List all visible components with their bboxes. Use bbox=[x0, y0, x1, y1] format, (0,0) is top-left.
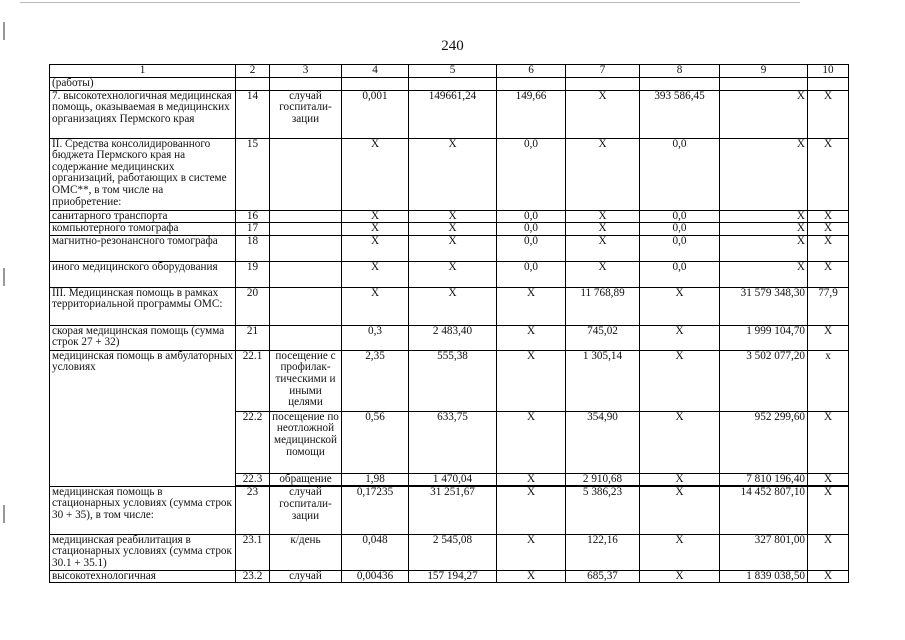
table-cell: II. Средства консолидированного бюджета Пермского края на содержание медицинских организаций, работающих в системе ОМС**, в том числе на приобретение: bbox=[50, 138, 236, 210]
table-cell: X bbox=[720, 210, 808, 223]
table-cell: 555,38 bbox=[409, 350, 497, 411]
table-cell: 31 251,67 bbox=[409, 486, 497, 534]
table-cell: 11 768,89 bbox=[566, 287, 640, 325]
table-cell: X bbox=[808, 210, 849, 223]
table-cell: 7. высокотехнологичная медицинская помощь, оказываемая в медицинских организациях Пермского края bbox=[50, 90, 236, 138]
table-cell bbox=[270, 223, 342, 236]
table-row bbox=[50, 210, 849, 223]
table-cell: 1,98 bbox=[342, 473, 409, 486]
scan-mark bbox=[3, 268, 5, 286]
scan-mark bbox=[3, 505, 5, 523]
table-cell: 393 586,45 bbox=[640, 90, 720, 138]
table-row bbox=[50, 223, 849, 236]
table-cell: X bbox=[808, 570, 849, 583]
table-cell: III. Медицинская помощь в рамках территориальной программы ОМС: bbox=[50, 287, 236, 325]
page-number: 240 bbox=[441, 38, 464, 54]
table-cell: 2,35 bbox=[342, 350, 409, 411]
table-cell: X bbox=[808, 411, 849, 473]
table-cell: X bbox=[409, 261, 497, 287]
table-cell: 22.2 bbox=[236, 411, 270, 473]
table-cell: иного медицинского оборудования bbox=[50, 261, 236, 287]
table-cell: X bbox=[640, 350, 720, 411]
table-cell: высокотехнологичная bbox=[50, 570, 236, 583]
table-cell: X bbox=[409, 223, 497, 236]
table-cell: 17 bbox=[236, 223, 270, 236]
column-header: 3 bbox=[270, 65, 342, 78]
table-cell: санитарного транспорта bbox=[50, 210, 236, 223]
table-row bbox=[50, 325, 849, 350]
table-cell: 20 bbox=[236, 287, 270, 325]
budget-table bbox=[49, 64, 849, 583]
table-cell: X bbox=[342, 223, 409, 236]
table-cell bbox=[566, 77, 640, 90]
table-cell bbox=[270, 235, 342, 261]
table-cell: X bbox=[720, 90, 808, 138]
table-cell: 0,0 bbox=[640, 261, 720, 287]
table-cell: 952 299,60 bbox=[720, 411, 808, 473]
table-cell: 2 910,68 bbox=[566, 473, 640, 486]
table-cell: X bbox=[808, 90, 849, 138]
column-header: 1 bbox=[50, 65, 236, 78]
table-cell: 16 bbox=[236, 210, 270, 223]
table-cell: X bbox=[566, 223, 640, 236]
table-cell: X bbox=[409, 210, 497, 223]
table-cell: 327 801,00 bbox=[720, 534, 808, 570]
table-cell: 1 470,04 bbox=[409, 473, 497, 486]
table-row bbox=[50, 486, 849, 534]
table-cell: 745,02 bbox=[566, 325, 640, 350]
table-header-row bbox=[50, 65, 849, 78]
table-cell: X bbox=[808, 235, 849, 261]
column-header: 5 bbox=[409, 65, 497, 78]
table-cell: X bbox=[808, 534, 849, 570]
table-cell: 3 502 077,20 bbox=[720, 350, 808, 411]
table-cell: X bbox=[497, 486, 566, 534]
table-cell: X bbox=[342, 138, 409, 210]
table-cell bbox=[270, 287, 342, 325]
page-top-rule bbox=[20, 2, 800, 3]
table-cell: 2 483,40 bbox=[409, 325, 497, 350]
table-cell: 15 bbox=[236, 138, 270, 210]
table-cell: 0,0 bbox=[640, 223, 720, 236]
table-cell: X bbox=[497, 570, 566, 583]
table-cell: 18 bbox=[236, 235, 270, 261]
table-cell bbox=[236, 77, 270, 90]
column-header: 2 bbox=[236, 65, 270, 78]
table-cell: X bbox=[640, 473, 720, 486]
table-cell bbox=[270, 210, 342, 223]
table-cell: X bbox=[640, 570, 720, 583]
table-cell bbox=[640, 77, 720, 90]
table-cell: X bbox=[566, 261, 640, 287]
table-row bbox=[50, 261, 849, 287]
table-cell: случай госпитали-зации bbox=[270, 90, 342, 138]
table-cell: X bbox=[342, 287, 409, 325]
table-cell: 14 bbox=[236, 90, 270, 138]
table-cell: X bbox=[808, 486, 849, 534]
table-cell: посещение по неотложной медицинской помощи bbox=[270, 411, 342, 473]
table-cell: случай госпитали-зации bbox=[270, 486, 342, 534]
table-cell: 0,0 bbox=[497, 138, 566, 210]
table-row bbox=[50, 235, 849, 261]
table-cell: X bbox=[497, 473, 566, 486]
table-cell: 0,0 bbox=[497, 223, 566, 236]
table-cell: X bbox=[342, 261, 409, 287]
table-cell: X bbox=[497, 534, 566, 570]
table-cell: X bbox=[720, 138, 808, 210]
table-cell: X bbox=[640, 411, 720, 473]
table-cell: 685,37 bbox=[566, 570, 640, 583]
table-cell: 23.1 bbox=[236, 534, 270, 570]
table-cell: 149,66 bbox=[497, 90, 566, 138]
table-cell: X bbox=[342, 210, 409, 223]
table-cell: 1 305,14 bbox=[566, 350, 640, 411]
table-cell bbox=[409, 77, 497, 90]
table-cell bbox=[497, 77, 566, 90]
column-header: 6 bbox=[497, 65, 566, 78]
table-cell: 23.2 bbox=[236, 570, 270, 583]
table-cell: 157 194,27 bbox=[409, 570, 497, 583]
table-cell: X bbox=[497, 350, 566, 411]
table-cell bbox=[270, 261, 342, 287]
table-cell: 0,001 bbox=[342, 90, 409, 138]
table-cell: медицинская реабилитация в стационарных условиях (сумма строк 30.1 + 35.1) bbox=[50, 534, 236, 570]
column-header: 10 bbox=[808, 65, 849, 78]
table-cell: медицинская помощь в стационарных условиях (сумма строк 30 + 35), в том числе: bbox=[50, 486, 236, 534]
table-cell: X bbox=[640, 325, 720, 350]
table-cell: посещение с профилак-тическими и иными целями bbox=[270, 350, 342, 411]
table-cell bbox=[270, 138, 342, 210]
table-cell: X bbox=[640, 486, 720, 534]
table-cell: X bbox=[409, 287, 497, 325]
table-cell: медицинская помощь в амбулаторных условиях bbox=[50, 350, 236, 486]
table-cell: 22.1 bbox=[236, 350, 270, 411]
table-cell: 122,16 bbox=[566, 534, 640, 570]
table-cell: 0,00436 bbox=[342, 570, 409, 583]
table-cell: X bbox=[640, 287, 720, 325]
table-cell bbox=[270, 77, 342, 90]
table-cell: 7 810 196,40 bbox=[720, 473, 808, 486]
table-cell: 354,90 bbox=[566, 411, 640, 473]
table-cell bbox=[720, 77, 808, 90]
table-cell: X bbox=[409, 235, 497, 261]
table-cell: 19 bbox=[236, 261, 270, 287]
table-cell bbox=[808, 77, 849, 90]
table-cell: X bbox=[566, 90, 640, 138]
table-cell: X bbox=[566, 210, 640, 223]
table-cell: 1 999 104,70 bbox=[720, 325, 808, 350]
table-cell: 0,17235 bbox=[342, 486, 409, 534]
table-cell: X bbox=[566, 138, 640, 210]
table-cell: случай bbox=[270, 570, 342, 583]
table-cell: 77,9 bbox=[808, 287, 849, 325]
column-header: 4 bbox=[342, 65, 409, 78]
table-cell: 0,56 bbox=[342, 411, 409, 473]
table-cell: 0,0 bbox=[497, 261, 566, 287]
table-cell bbox=[270, 325, 342, 350]
table-cell: 0,0 bbox=[640, 210, 720, 223]
table-cell: X bbox=[342, 235, 409, 261]
table-cell: X bbox=[808, 473, 849, 486]
table-cell: 0,0 bbox=[640, 138, 720, 210]
column-header: 8 bbox=[640, 65, 720, 78]
table-cell: 22.3 bbox=[236, 473, 270, 486]
table-cell: 0,0 bbox=[640, 235, 720, 261]
table-cell: 23 bbox=[236, 486, 270, 534]
table-cell: обращение bbox=[270, 473, 342, 486]
table-cell: X bbox=[808, 223, 849, 236]
table-row bbox=[50, 287, 849, 325]
table-row bbox=[50, 138, 849, 210]
table-row bbox=[50, 90, 849, 138]
table-cell: 0,048 bbox=[342, 534, 409, 570]
table-cell: компьютерного томографа bbox=[50, 223, 236, 236]
table-cell: X bbox=[497, 411, 566, 473]
table-cell: 21 bbox=[236, 325, 270, 350]
table-cell: X bbox=[640, 534, 720, 570]
table-cell: 5 386,23 bbox=[566, 486, 640, 534]
table-cell: 2 545,08 bbox=[409, 534, 497, 570]
table-cell: 14 452 807,10 bbox=[720, 486, 808, 534]
table-cell: магнитно-резонансного томографа bbox=[50, 235, 236, 261]
table-cell: 0,0 bbox=[497, 210, 566, 223]
table-cell: X bbox=[720, 235, 808, 261]
table-cell: X bbox=[409, 138, 497, 210]
column-header: 9 bbox=[720, 65, 808, 78]
column-header: 7 bbox=[566, 65, 640, 78]
table-cell: X bbox=[566, 235, 640, 261]
table-cell: X bbox=[720, 223, 808, 236]
table-cell: X bbox=[808, 325, 849, 350]
table-cell: 633,75 bbox=[409, 411, 497, 473]
table-body bbox=[50, 65, 849, 583]
table-cell: 31 579 348,30 bbox=[720, 287, 808, 325]
table-cell bbox=[342, 77, 409, 90]
table-cell: 1 839 038,50 bbox=[720, 570, 808, 583]
table-cell: X bbox=[720, 261, 808, 287]
table-row bbox=[50, 350, 849, 411]
table-cell: 149661,24 bbox=[409, 90, 497, 138]
table-cell: скорая медицинская помощь (сумма строк 27 + 32) bbox=[50, 325, 236, 350]
table-cell: 0,3 bbox=[342, 325, 409, 350]
table-cell: X bbox=[497, 287, 566, 325]
table-row bbox=[50, 77, 849, 90]
table-row bbox=[50, 534, 849, 570]
table-cell: 0,0 bbox=[497, 235, 566, 261]
table-cell: x bbox=[808, 350, 849, 411]
table-cell: X bbox=[808, 261, 849, 287]
table-row bbox=[50, 570, 849, 583]
table-cell: к/день bbox=[270, 534, 342, 570]
table-cell: X bbox=[808, 138, 849, 210]
table-cell: (работы) bbox=[50, 77, 236, 90]
table-cell: X bbox=[497, 325, 566, 350]
